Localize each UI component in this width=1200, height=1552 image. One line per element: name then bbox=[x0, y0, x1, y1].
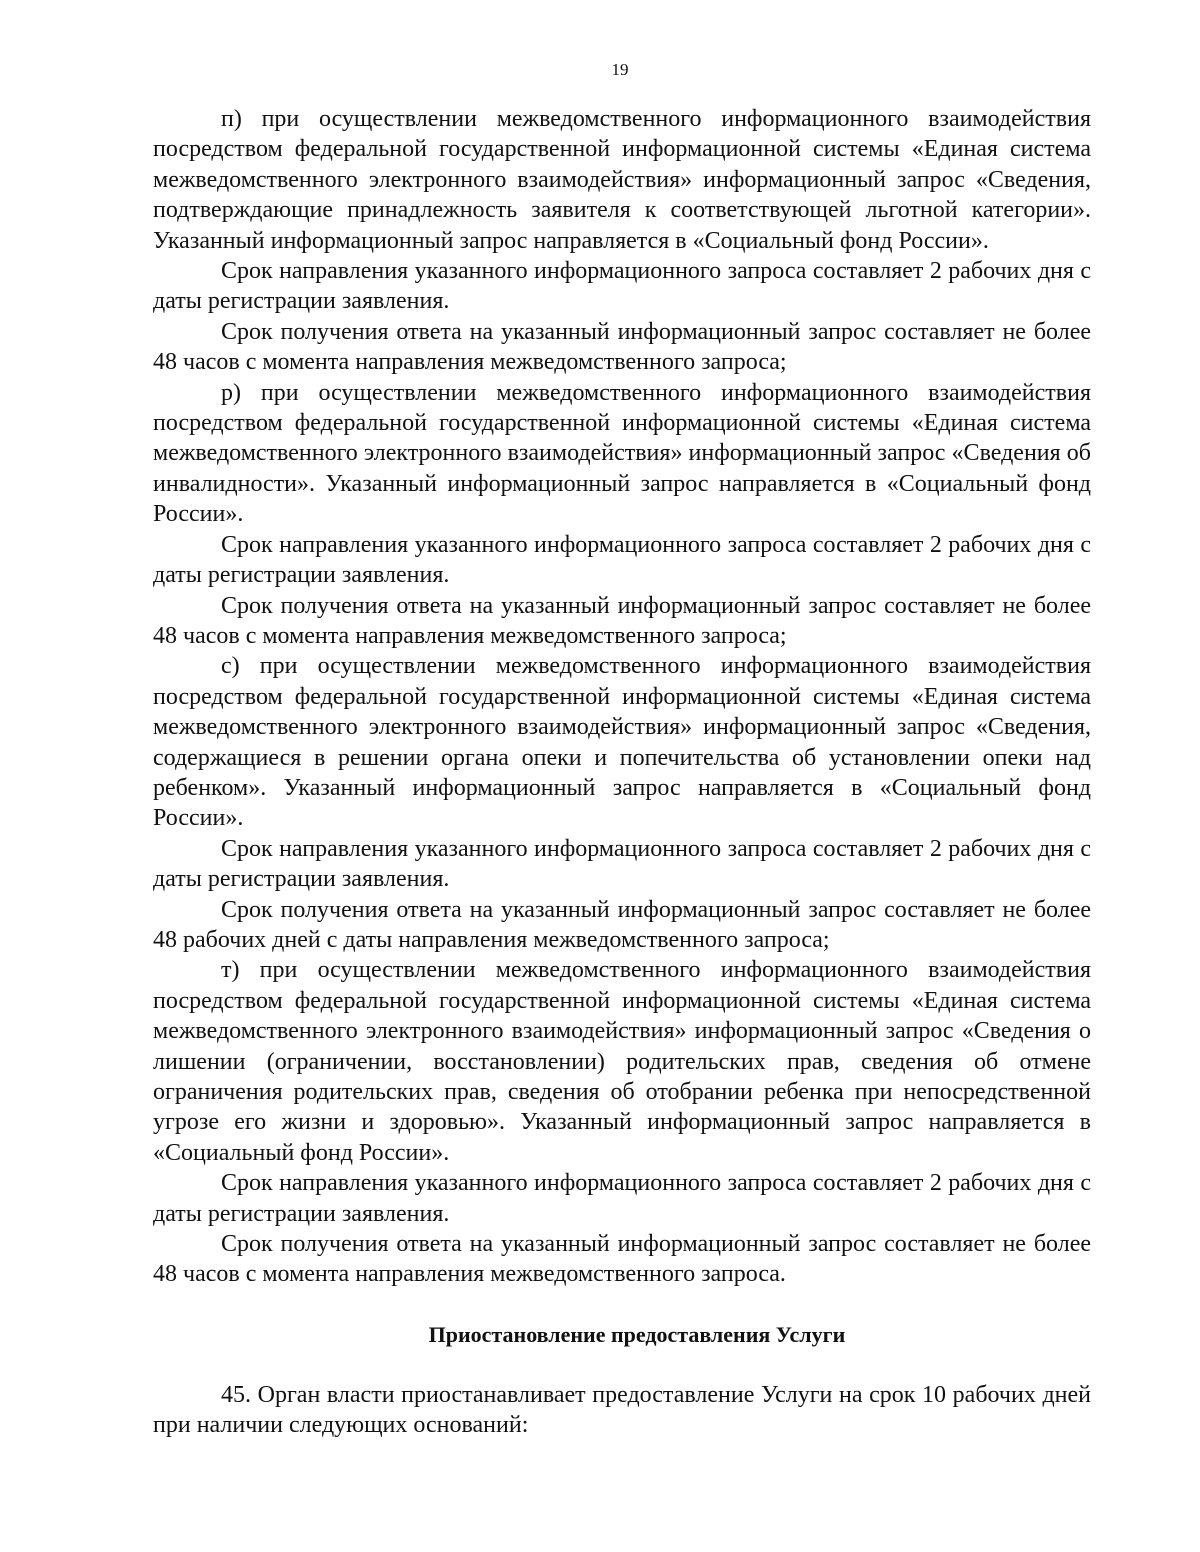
paragraph-t-deadline-response: Срок получения ответа на указанный информационный запрос составляет не более 48 часов с момента направления межведомственного запроса. bbox=[153, 1231, 1091, 1288]
paragraph-p-deadline-response: Срок получения ответа на указанный информационный запрос составляет не более 48 часов с момента направления межведомственного запроса; bbox=[153, 318, 1091, 376]
paragraph-r-deadline-response: Срок получения ответа на указанный информационный запрос составляет не более 48 часов с момента направления межведомственного запроса; bbox=[153, 592, 1091, 649]
paragraph-s-deadline-response: Срок получения ответа на указанный информационный запрос составляет не более 48 рабочих дней с даты направления межведомственного запроса; bbox=[153, 896, 1091, 953]
paragraph-r-deadline-send: Срок направления указанного информационного запроса составляет 2 рабочих дня с даты регистрации заявления. bbox=[153, 531, 1091, 589]
paragraph-t-deadline-send: Срок направления указанного информационного запроса составляет 2 рабочих дня с даты регистрации заявления. bbox=[153, 1170, 1091, 1227]
paragraph-p-deadline-send: Срок направления указанного информационного запроса составляет 2 рабочих дня с даты регистрации заявления. bbox=[153, 258, 1091, 315]
page-number: 19 bbox=[611, 60, 629, 79]
paragraph-s: с) при осуществлении межведомственного информационного взаимодействия посредством федеральной государственной информационной системы «Единая система межведомственного электронного взаимодействия» информационный запрос «Сведения, содержащиеся в решении органа опеки и попечительства об установлении опеки над ребенком». Указанный информационный запрос направляется в «Социальный фонд России». bbox=[153, 653, 1091, 832]
paragraph-r: р) при осуществлении межведомственного информационного взаимодействия посредством федеральной государственной информационной системы «Единая система межведомственного электронного взаимодействия» информационный запрос «Сведения об инвалидности». Указанный информационный запрос направляется в «Социальный фонд России». bbox=[153, 379, 1091, 528]
paragraph-s-deadline-send: Срок направления указанного информационного запроса составляет 2 рабочих дня с даты регистрации заявления. bbox=[153, 835, 1091, 893]
paragraph-t: т) при осуществлении межведомственного информационного взаимодействия посредством федеральной государственной информационной системы «Единая система межведомственного электронного взаимодействия» информационный запрос «Сведения о лишении (ограничении, восстановлении) родительских прав, сведения об отмене ограничения родительских прав, сведения об отобрании ребенка при непосредственной угрозе его жизни и здоровью». Указанный информационный запрос направляется в «Социальный фонд России». bbox=[153, 957, 1091, 1166]
section-heading: Приостановление предоставления Услуги bbox=[428, 1321, 846, 1347]
paragraph-45: 45. Орган власти приостанавливает предоставление Услуги на срок 10 рабочих дней при наличии следующих оснований: bbox=[153, 1381, 1091, 1439]
document-body bbox=[153, 104, 1091, 1441]
paragraph-p: п) при осуществлении межведомственного информационного взаимодействия посредством федеральной государственной информационной системы «Единая система межведомственного электронного взаимодействия» информационный запрос «Сведения, подтверждающие принадлежность заявителя к соответствующей льготной категории». Указанный информационный запрос направляется в «Социальный фонд России». bbox=[153, 106, 1091, 254]
